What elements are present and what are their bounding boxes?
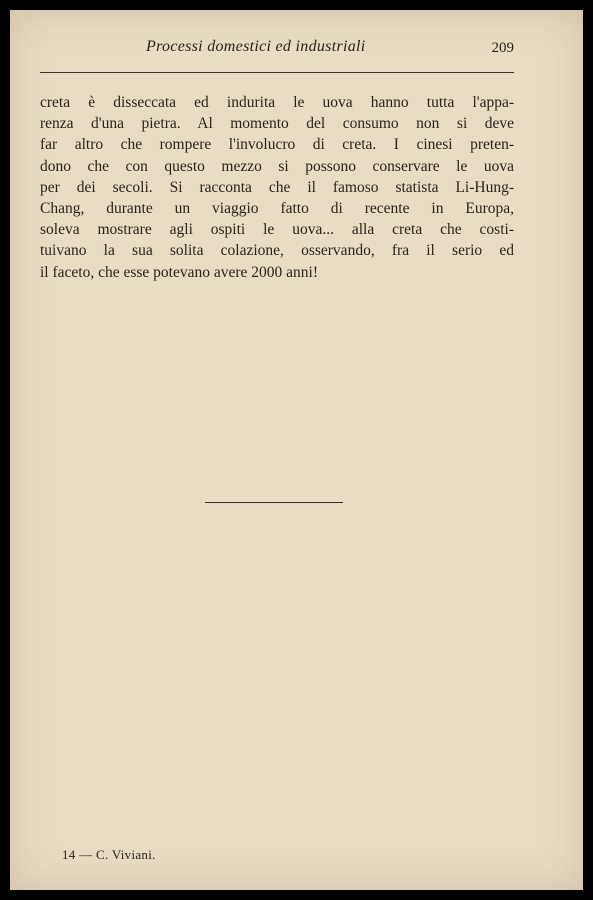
text-line: far altro che rompere l'involucro di creta. I cinesi preten- <box>40 136 514 154</box>
running-header <box>40 36 514 73</box>
text-line: renza d'una pietra. Al momento del consumo non si deve <box>40 115 514 133</box>
body-paragraph <box>40 92 514 283</box>
text-line: dono che con questo mezzo si possono conservare le uova <box>40 157 514 175</box>
section-end-rule <box>205 502 343 503</box>
text-line: tuivano la sua solita colazione, osservando, fra il serio ed <box>40 242 514 260</box>
page-number: 209 <box>491 40 514 56</box>
text-line: soleva mostrare agli ospiti le uova... alla creta che costi- <box>40 221 514 239</box>
text-line: il faceto, che esse potevano avere 2000 anni! <box>40 263 319 281</box>
text-line: Chang, durante un viaggio fatto di recente in Europa, <box>40 200 514 218</box>
printer-signature: 14 — C. Viviani. <box>62 847 156 862</box>
running-title: Processi domestici ed industriali <box>146 38 366 55</box>
text-line: per dei secoli. Si racconta che il famoso statista Li-Hung- <box>40 178 514 196</box>
book-page <box>10 10 583 890</box>
text-line: creta è disseccata ed indurita le uova hanno tutta l'appa- <box>40 94 514 111</box>
